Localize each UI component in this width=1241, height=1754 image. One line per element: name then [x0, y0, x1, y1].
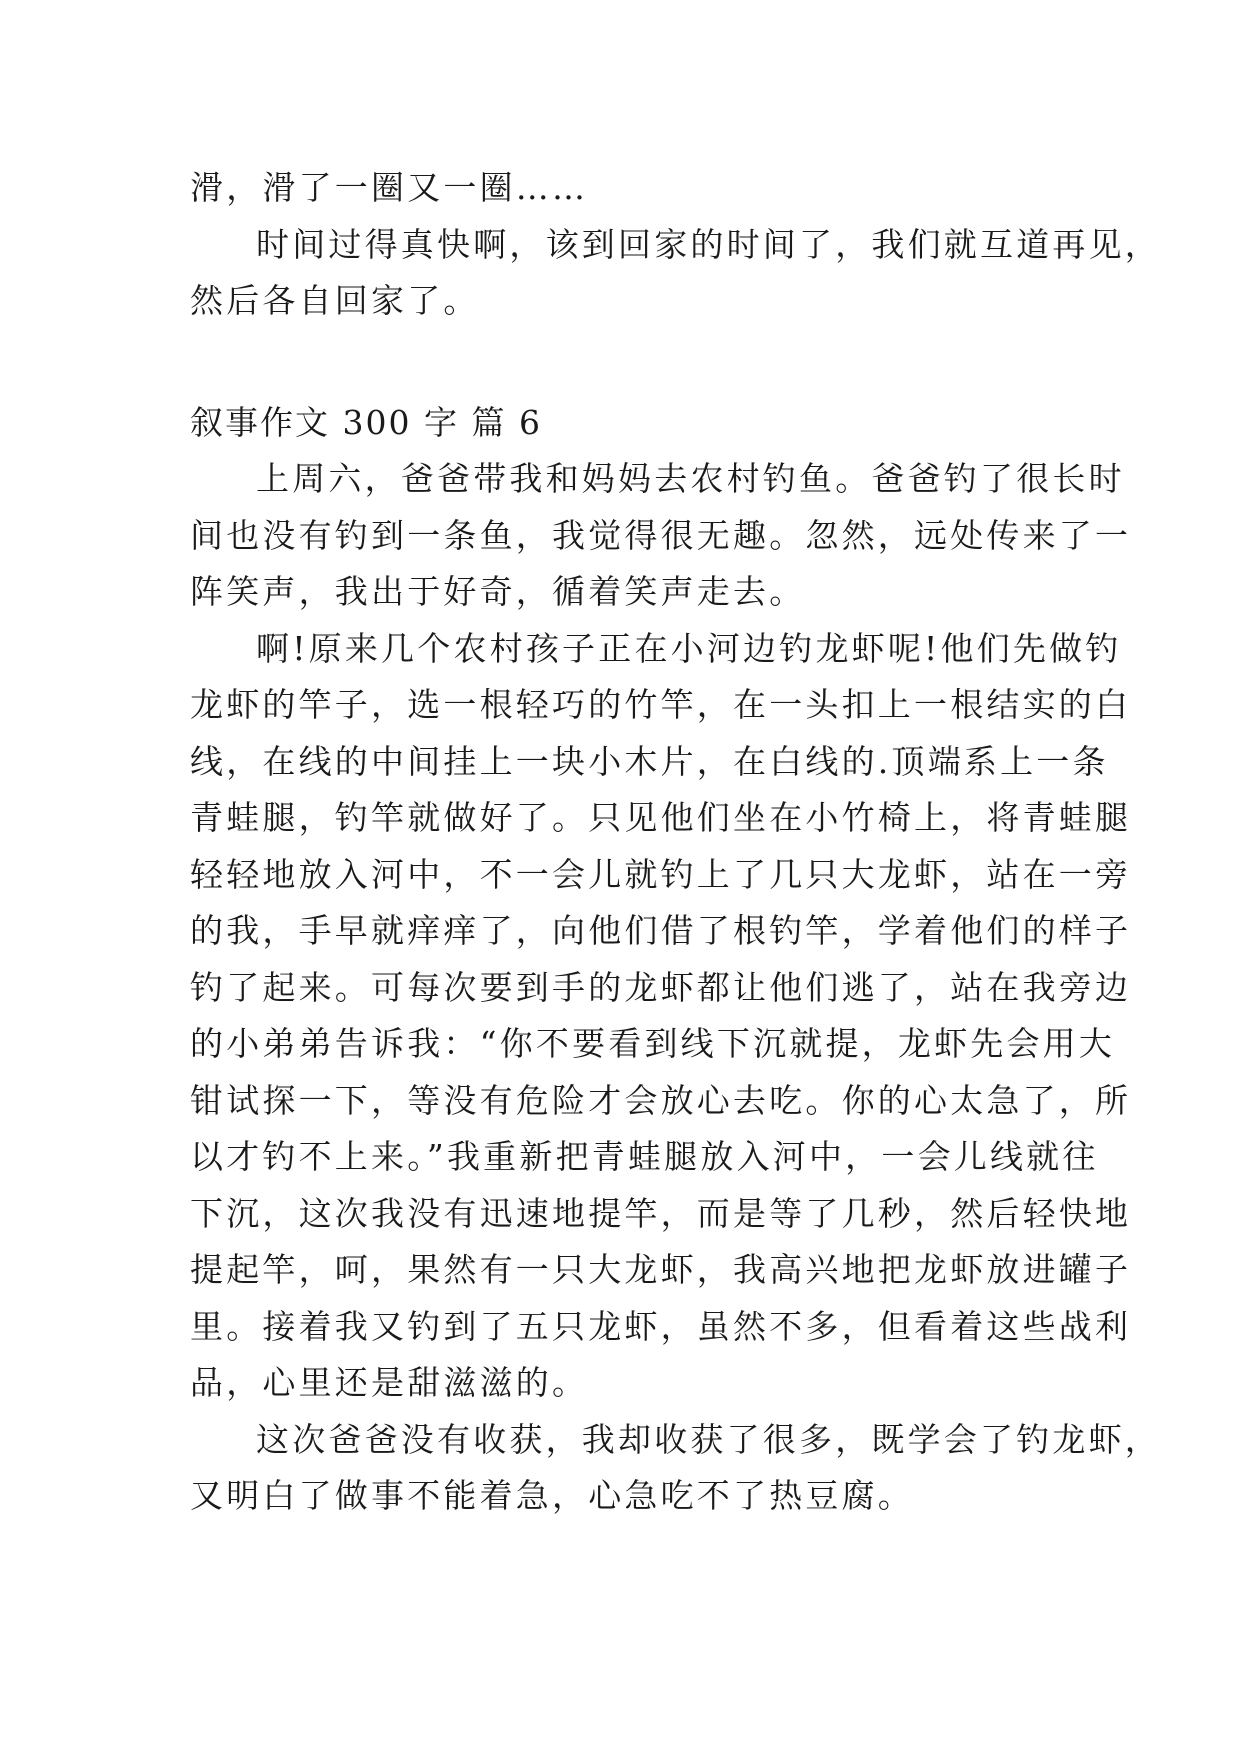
text-line: 钳试探一下，等没有危险才会放心去吃。你的心太急了，所: [190, 1080, 1132, 1120]
text-line: 品，心里还是甜滋滋的。: [190, 1363, 589, 1402]
text-line: 的我，手早就痒痒了，向他们借了根钓竿，学着他们的样子: [190, 911, 1132, 950]
section-gap: [190, 330, 1060, 395]
paragraph-1: [190, 451, 1132, 621]
paragraph-2: [190, 621, 1132, 1412]
document-page: [190, 160, 1161, 1525]
text-line: 上周六，爸爸带我和妈妈去农村钓鱼。爸爸钓了很长时: [256, 459, 1125, 498]
paragraph-3: [190, 1412, 1161, 1525]
text-line: 啊!原来几个农村孩子正在小河边钓龙虾呢!他们先做钓: [256, 628, 1122, 668]
section-heading: 叙事作文 300 字 篇 6: [190, 402, 542, 442]
previous-section-ending: [190, 160, 1161, 330]
text-line: 龙虾的竿子，选一根轻巧的竹竿，在一头扣上一根结实的白: [190, 685, 1132, 724]
text-line: 下沉，这次我没有迅速地提竿，而是等了几秒，然后轻快地: [190, 1193, 1132, 1233]
text-line: 阵笑声，我出于好奇，循着笑声走去。: [190, 572, 806, 611]
text-line: 提起竿，呵，果然有一只大龙虾，我高兴地把龙虾放进罐子: [190, 1250, 1132, 1289]
text-line: 滑，滑了一圈又一圈……: [190, 168, 589, 207]
text-line: 又明白了做事不能着急，心急吃不了热豆腐。: [190, 1476, 914, 1515]
text-line: 里。接着我又钓到了五只龙虾，虽然不多，但看着这些战利: [190, 1306, 1132, 1346]
text-line: 间也没有钓到一条鱼，我觉得很无趣。忽然，远处传来了一: [190, 515, 1132, 555]
text-line: 青蛙腿，钓竿就做好了。只见他们坐在小竹椅上，将青蛙腿: [190, 798, 1132, 837]
text-line: 钓了起来。可每次要到手的龙虾都让他们逃了，站在我旁边: [190, 967, 1132, 1007]
text-line: 的小弟弟告诉我：“你不要看到线下沉就提，龙虾先会用大: [190, 1024, 1116, 1063]
text-line: 然后各自回家了。: [190, 281, 480, 320]
text-line: 以才钓不上来。”我重新把青蛙腿放入河中，一会儿线就往: [190, 1137, 1099, 1176]
text-line: 线，在线的中间挂上一块小木片，在白线的.顶端系上一条: [190, 741, 1109, 781]
text-line: 轻轻地放入河中，不一会儿就钓上了几只大龙虾，站在一旁: [190, 854, 1132, 894]
text-line: 时间过得真快啊，该到回家的时间了，我们就互道再见，: [256, 224, 1161, 264]
text-line: 这次爸爸没有收获，我却收获了很多，既学会了钓龙虾，: [256, 1419, 1161, 1459]
